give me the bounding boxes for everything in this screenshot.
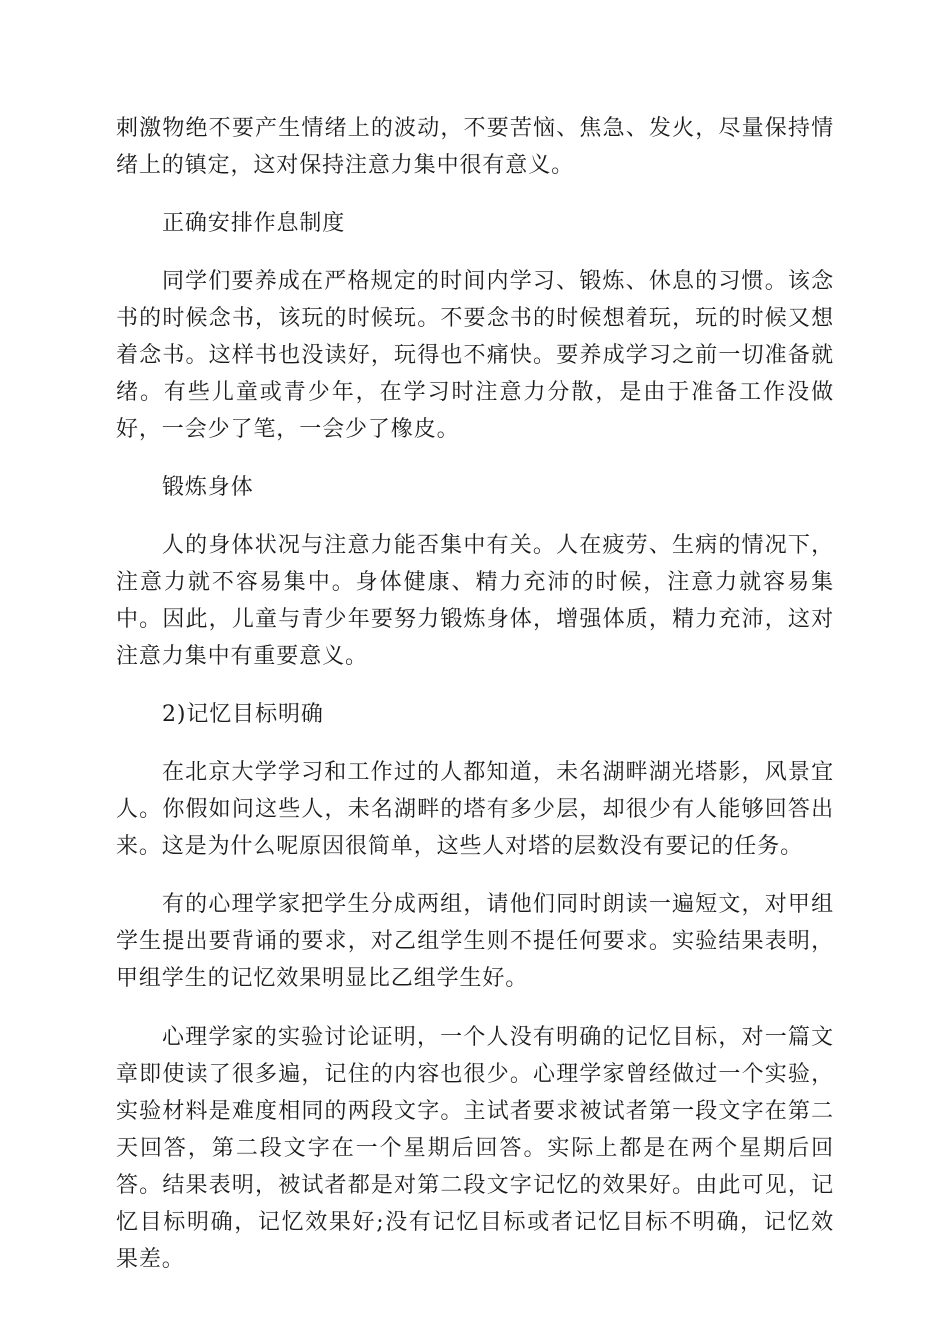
- paragraph-gap: [116, 865, 834, 886]
- document-page: [116, 110, 834, 1278]
- paragraph-schedule: 同学们要养成在严格规定的时间内学习、锻炼、休息的习惯。该念书的时候念书，该玩的时候玩。不要念书的时候想着玩，玩的时候又想着念书。这样书也没读好，玩得也不痛快。要养成学习之前一切准备就绪。有些儿童或青少年，在学习时注意力分散，是由于准备工作没做好，一会少了笔，一会少了橡皮。: [116, 269, 834, 442]
- paragraph-gap: [116, 675, 834, 696]
- heading-exercise: 锻炼身体: [162, 475, 254, 500]
- paragraph-gap: [116, 997, 834, 1019]
- paragraph-gap: [116, 733, 834, 754]
- heading-schedule: 正确安排作息制度: [162, 211, 346, 236]
- paragraph-peking-university: 在北京大学学习和工作过的人都知道，未名湖畔湖光塔影，风景宜人。你假如问这些人，未名湖畔的塔有多少层，却很少有人能够回答出来。这是为什么呢原因很简单，这些人对塔的层数没有要记的任务。: [116, 760, 834, 859]
- paragraph-gap: [116, 448, 834, 469]
- paragraph-two-groups: 有的心理学家把学生分成两组，请他们同时朗读一遍短文，对甲组学生提出要背诵的要求，对乙组学生则不提任何要求。实验结果表明，甲组学生的记忆效果明显比乙组学生好。: [116, 892, 834, 991]
- paragraph-experiment: 心理学家的实验讨论证明，一个人没有明确的记忆目标，对一篇文章即使读了很多遍，记住的内容也很少。心理学家曾经做过一个实验，实验材料是难度相同的两段文字。主试者要求被试者第一段文字在第二天回答，第二段文字在一个星期后回答。实际上都是在两个星期后回答。结果表明，被试者都是对第二段文字记忆的效果好。由此可见，记忆目标明确，记忆效果好;没有记忆目标或者记忆目标不明确，记忆效果差。: [116, 1025, 834, 1272]
- paragraph-gap: [116, 242, 834, 263]
- paragraph-emotional-stability: 刺激物绝不要产生情绪上的波动，不要苦恼、焦急、发火，尽量保持情绪上的镇定，这对保持注意力集中很有意义。: [116, 116, 834, 178]
- paragraph-exercise: 人的身体状况与注意力能否集中有关。人在疲劳、生病的情况下，注意力就不容易集中。身体健康、精力充沛的时候，注意力就容易集中。因此，儿童与青少年要努力锻炼身体，增强体质，精力充沛，这对注意力集中有重要意义。: [116, 533, 834, 669]
- paragraph-gap: [116, 506, 834, 527]
- paragraph-gap: [116, 184, 834, 205]
- heading-memory-goal: 2)记忆目标明确: [162, 702, 324, 727]
